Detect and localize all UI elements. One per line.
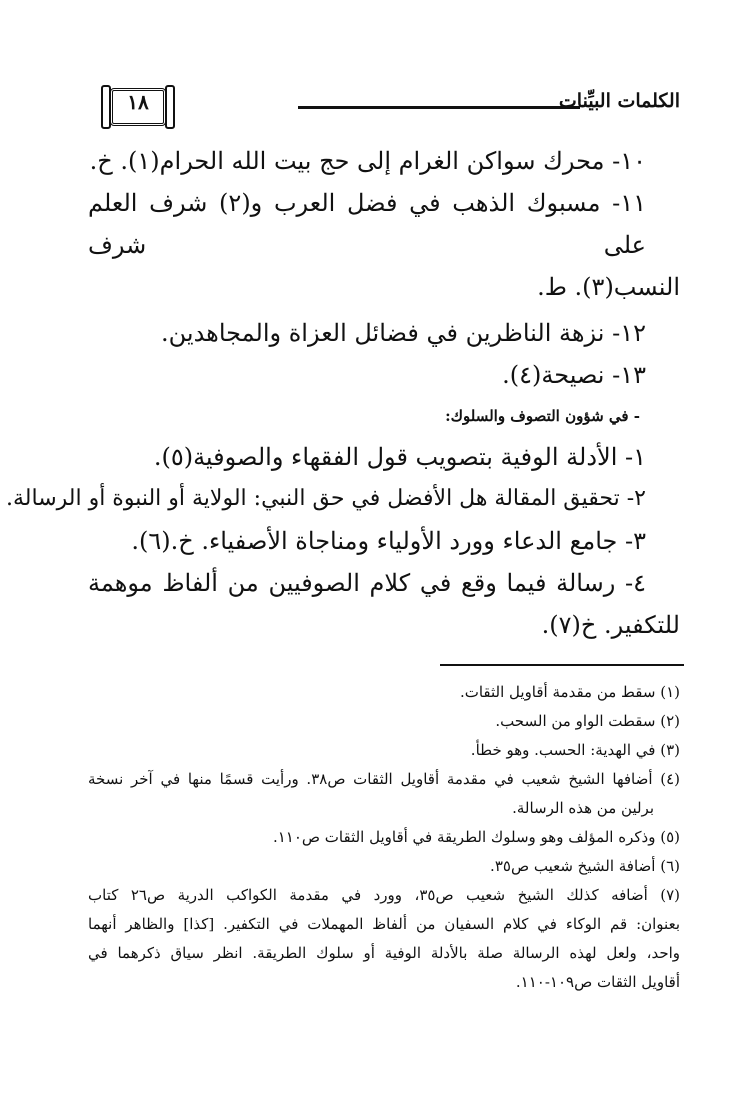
list-item-continuation: النسب(٣). ط. <box>537 273 680 301</box>
list-item-continuation: للتكفير. خ(٧). <box>541 611 680 639</box>
list-item: ١١- مسبوك الذهب في فضل العرب و(٢) شرف العلم على شرف <box>88 189 647 259</box>
footnote: (٣) في الهدية: الحسب. وهو خطأ. <box>470 741 680 759</box>
list-item: ١- الأدلة الوفية بتصويب قول الفقهاء والصوفية(٥). <box>153 443 646 471</box>
main-text <box>6 140 680 646</box>
list-item: ١٣- نصيحة(٤). <box>502 361 646 389</box>
page-number: ١٨ <box>127 90 149 114</box>
list-item: ٣- جامع الدعاء وورد الأولياء ومناجاة الأصفياء. خ.(٦). <box>131 527 646 555</box>
header-rule <box>298 106 580 109</box>
footnote-continuation: أقاويل الثقات ص١٠٩-١١٠. <box>515 973 680 991</box>
section-heading: - في شؤون التصوف والسلوك: <box>445 407 640 425</box>
footnote-separator <box>440 664 684 666</box>
page-header <box>88 84 680 128</box>
footnotes <box>88 678 680 997</box>
footnote-continuation: برلين من هذه الرسالة. <box>512 799 654 817</box>
page-number-badge <box>88 84 298 128</box>
footnote: (٤) أضافها الشيخ شعيب في مقدمة أقاويل الثقات ص٣٨. ورأيت قسمًا منها في آخر نسخة <box>88 770 681 788</box>
list-item: ١٢- نزهة الناظرين في فضائل العزاة والمجاهدين. <box>161 319 646 347</box>
list-item: ٤- رسالة فيما وقع في كلام الصوفيين من ألفاظ موهمة <box>88 569 646 597</box>
footnote: (٦) أضافة الشيخ شعيب ص٣٥. <box>490 857 680 875</box>
running-title: الكلمات البيِّنات <box>558 90 680 112</box>
footnote: (٧) أضافه كذلك الشيخ شعيب ص٣٥، وورد في مقدمة الكواكب الدرية ص٢٦ كتاب <box>88 886 680 904</box>
footnote-continuation: بعنوان: قم الوكاء في كلام السفيان من ألفاظ المهملات في التكفير. [كذا] والظاهر أنهما <box>88 915 680 933</box>
footnote: (٥) وذكره المؤلف وهو وسلوك الطريقة في أقاويل الثقات ص١١٠. <box>272 828 680 846</box>
list-item-wrapped <box>88 182 680 308</box>
footnote: (٢) سقطت الواو من السحب. <box>495 712 680 730</box>
footnote-continuation: واحد، ولعل لهذه الرسالة صلة بالأدلة الوفية أو سلوك الطريقة. انظر سياق ذكرهما في <box>88 944 680 962</box>
list-item: ٢- تحقيق المقالة هل الأفضل في حق النبي: الولاية أو النبوة أو الرسالة. <box>6 486 646 511</box>
footnote: (١) سقط من مقدمة أقاويل الثقات. <box>459 683 680 701</box>
list-item: ١٠- محرك سواكن الغرام إلى حج بيت الله الحرام(١). خ. <box>89 147 646 175</box>
